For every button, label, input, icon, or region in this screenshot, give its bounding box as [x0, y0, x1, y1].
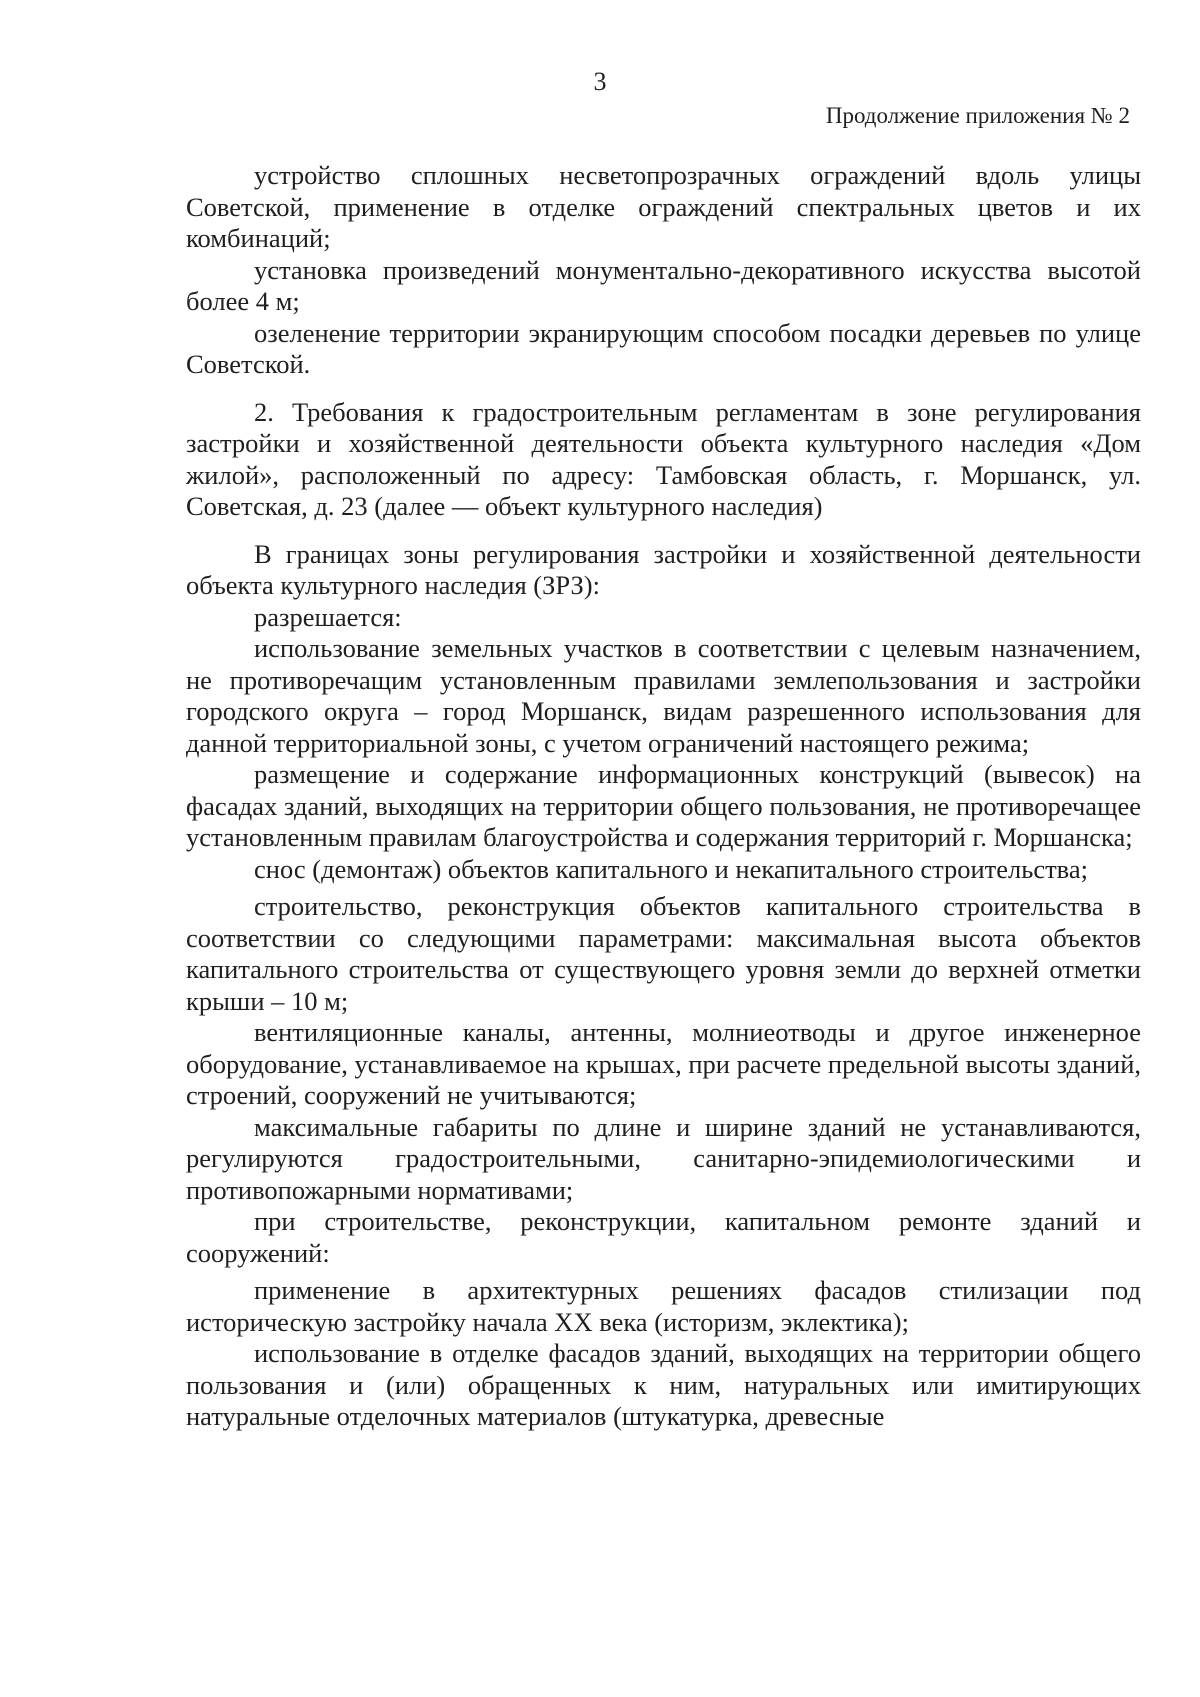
appendix-label: Продолжение приложения № 2	[825, 103, 1130, 128]
section-heading: 2. Требования к градостроительным регламентам в зоне регулирования застройки и хозяйственной деятельности объекта культурного наследия «Дом жилой», расположенный по адресу: Тамбовская область, г. Моршанск, ул. Советская, д. 23 (далее — объект культурного наследия)	[186, 396, 1141, 521]
paragraph: установка произведений монументально-декоративного искусства высотой более 4 м;	[186, 254, 1141, 316]
paragraph: В границах зоны регулирования застройки и хозяйственной деятельности объекта культурного наследия (ЗРЗ):	[186, 538, 1141, 600]
paragraph: строительство, реконструкция объектов капитального строительства в соответствии со следующими параметрами: максимальная высота объектов капитального строительства от существующего уровня земли до верхней отметки крыши – 10 м;	[186, 891, 1141, 1016]
page-number: 3	[593, 67, 607, 96]
paragraph: использование в отделке фасадов зданий, выходящих на территории общего пользования и (или) обращенных к ним, натуральных или имитирующих натуральные отделочных материалов (штукатурка, древесные	[186, 1338, 1141, 1431]
paragraph: озеленение территории экранирующим способом посадки деревьев по улице Советской.	[186, 317, 1141, 379]
paragraph: разрешается:	[254, 601, 402, 632]
paragraph: использование земельных участков в соответствии с целевым назначением, не противоречащим установленным правилами землепользования и застройки городского округа – город Моршанск, видам разрешенного использования для данной территориальной зоны, с учетом ограничений настоящего режима;	[186, 633, 1141, 758]
paragraph: при строительстве, реконструкции, капитальном ремонте зданий и сооружений:	[186, 1206, 1141, 1268]
paragraph: максимальные габариты по длине и ширине зданий не устанавливаются, регулируются градостроительными, санитарно-эпидемиологическими и противопожарными нормативами;	[186, 1111, 1141, 1205]
paragraph: применение в архитектурных решениях фасадов стилизации под историческую застройку начала XX века (историзм, эклектика);	[186, 1275, 1141, 1337]
paragraph: вентиляционные каналы, антенны, молниеотводы и другое инженерное оборудование, устанавливаемое на крышах, при расчете предельной высоты зданий, строений, сооружений не учитываются;	[186, 1017, 1141, 1110]
paragraph: устройство сплошных несветопрозрачных ограждений вдоль улицы Советской, применение в отделке ограждений спектральных цветов и их комбинаций;	[186, 160, 1141, 253]
document-body	[186, 160, 1141, 1433]
paragraph: снос (демонтаж) объектов капитального и некапитального строительства;	[254, 853, 1088, 884]
paragraph: размещение и содержание информационных конструкций (вывесок) на фасадах зданий, выходящих на территории общего пользования, не противоречащее установленным правилам благоустройства и содержания территорий г. Моршанска;	[186, 759, 1141, 852]
